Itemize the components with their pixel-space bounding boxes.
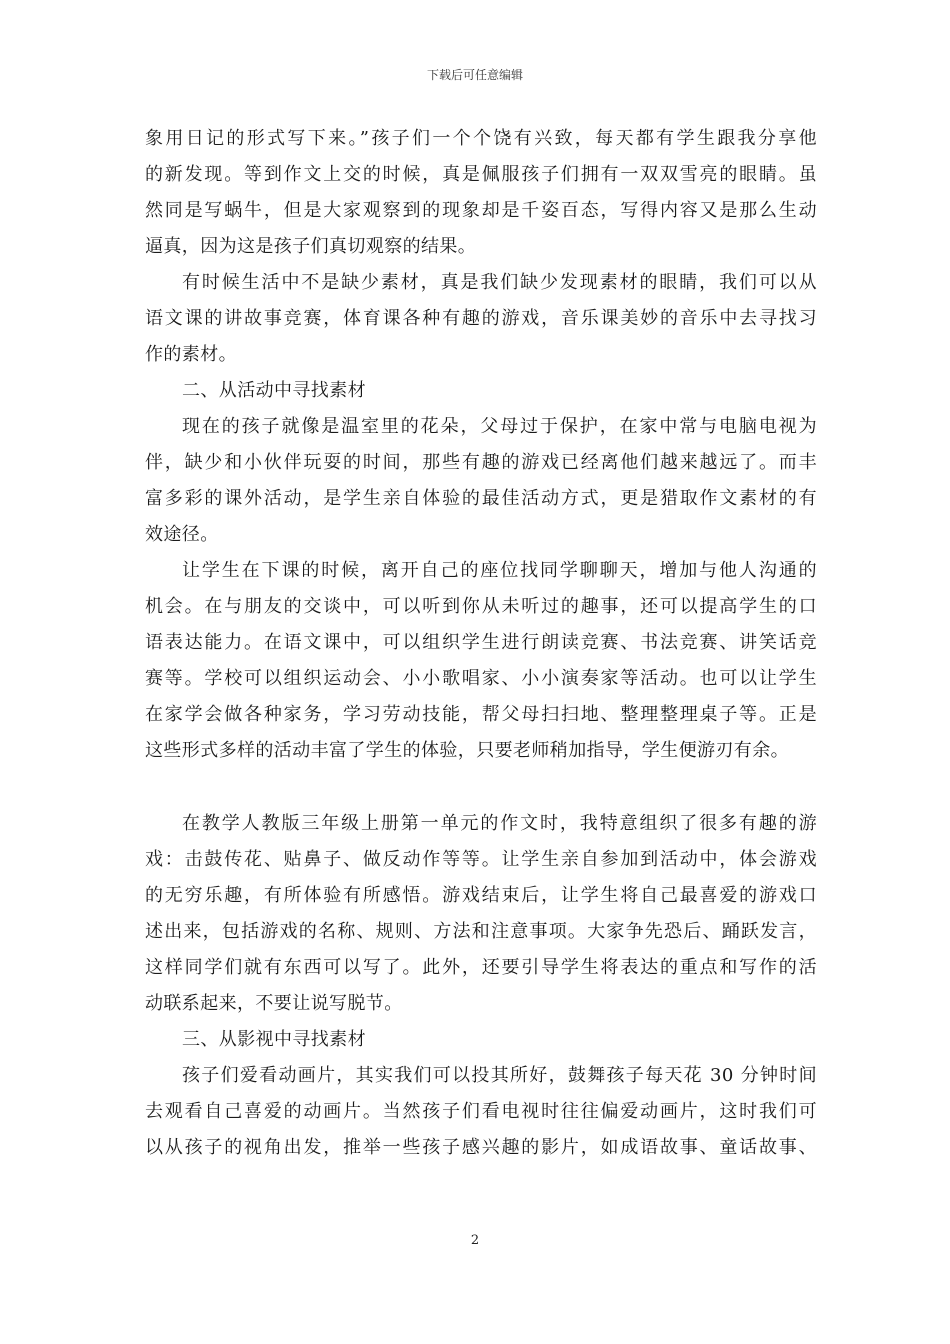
- text-line: 有时候生活中不是缺少素材，真是我们缺少发现素材的眼睛，我们可以从: [182, 272, 817, 293]
- text-line: 机会。在与朋友的交谈中，可以听到你从未听过的趣事，还可以提高学生的口: [145, 596, 817, 617]
- text-line: 以从孩子的视角出发，推举一些孩子感兴趣的影片，如成语故事、童话故事、: [145, 1137, 817, 1158]
- text-line: 语文课的讲故事竞赛，体育课各种有趣的游戏，音乐课美妙的音乐中去寻找习: [145, 308, 817, 329]
- text-line: 戏：击鼓传花、贴鼻子、做反动作等等。让学生亲自参加到活动中，体会游戏: [145, 849, 817, 870]
- text-line: 这样同学们就有东西可以写了。此外，还要引导学生将表达的重点和写作的活: [145, 957, 817, 978]
- text-line: 象用日记的形式写下来。”孩子们一个个饶有兴致，每天都有学生跟我分享他: [145, 128, 817, 149]
- text-line: 伴，缺少和小伙伴玩耍的时间，那些有趣的游戏已经离他们越来越远了。而丰: [145, 452, 817, 473]
- paragraph: [145, 409, 817, 553]
- page-number: 2: [470, 1233, 480, 1248]
- blank-line: [145, 769, 817, 806]
- section-heading: [145, 373, 817, 409]
- text-line: 作的素材。: [145, 344, 237, 365]
- paragraph: [145, 265, 817, 373]
- paragraph: [145, 553, 817, 769]
- text-line: 效途径。: [145, 524, 219, 545]
- text-line: 在家学会做各种家务，学习劳动技能，帮父母扫扫地、整理整理桌子等。正是: [145, 704, 817, 725]
- text-line: 赛等。学校可以组织运动会、小小歌唱家、小小演奏家等活动。也可以让学生: [145, 668, 817, 689]
- paragraph: [145, 1058, 817, 1166]
- text-line: 逼真，因为这是孩子们真切观察的结果。: [145, 236, 477, 257]
- text-line: 现在的孩子就像是温室里的花朵，父母过于保护，在家中常与电脑电视为: [182, 416, 817, 437]
- text-line: 孩子们爱看动画片，其实我们可以投其所好，鼓舞孩子每天花 30 分钟时间: [182, 1065, 817, 1086]
- text-line: 去观看自己喜爱的动画片。当然孩子们看电视时往往偏爱动画片，这时我们可: [145, 1101, 817, 1122]
- text-line: 动联系起来，不要让说写脱节。: [145, 993, 403, 1014]
- text-line: 在教学人教版三年级上册第一单元的作文时，我特意组织了很多有趣的游: [182, 813, 817, 834]
- text-line: 富多彩的课外活动，是学生亲自体验的最佳活动方式，更是猎取作文素材的有: [145, 488, 817, 509]
- text-line: 的新发现。等到作文上交的时候，真是佩服孩子们拥有一双双雪亮的眼睛。虽: [145, 164, 817, 185]
- text-line: 这些形式多样的活动丰富了学生的体验，只要老师稍加指导，学生便游刃有余。: [145, 740, 789, 761]
- text-line: 述出来，包括游戏的名称、规则、方法和注意事项。大家争先恐后、踊跃发言，: [145, 921, 817, 942]
- document-body: [145, 121, 817, 1166]
- text-line: 语表达能力。在语文课中，可以组织学生进行朗读竞赛、书法竞赛、讲笑话竞: [145, 632, 817, 653]
- text-line: 的无穷乐趣，有所体验有所感悟。游戏结束后，让学生将自己最喜爱的游戏口: [145, 885, 817, 906]
- text-line: 然同是写蜗牛，但是大家观察到的现象却是千姿百态，写得内容又是那么生动: [145, 200, 817, 221]
- heading-text: 三、从影视中寻找素材: [182, 1029, 366, 1050]
- paragraph: [145, 121, 817, 265]
- paragraph: [145, 806, 817, 1022]
- heading-text: 二、从活动中寻找素材: [182, 380, 366, 401]
- section-heading: [145, 1022, 817, 1058]
- page-header: 下载后可任意编辑: [426, 68, 523, 82]
- text-line: 让学生在下课的时候，离开自己的座位找同学聊聊天，增加与他人沟通的: [182, 560, 817, 581]
